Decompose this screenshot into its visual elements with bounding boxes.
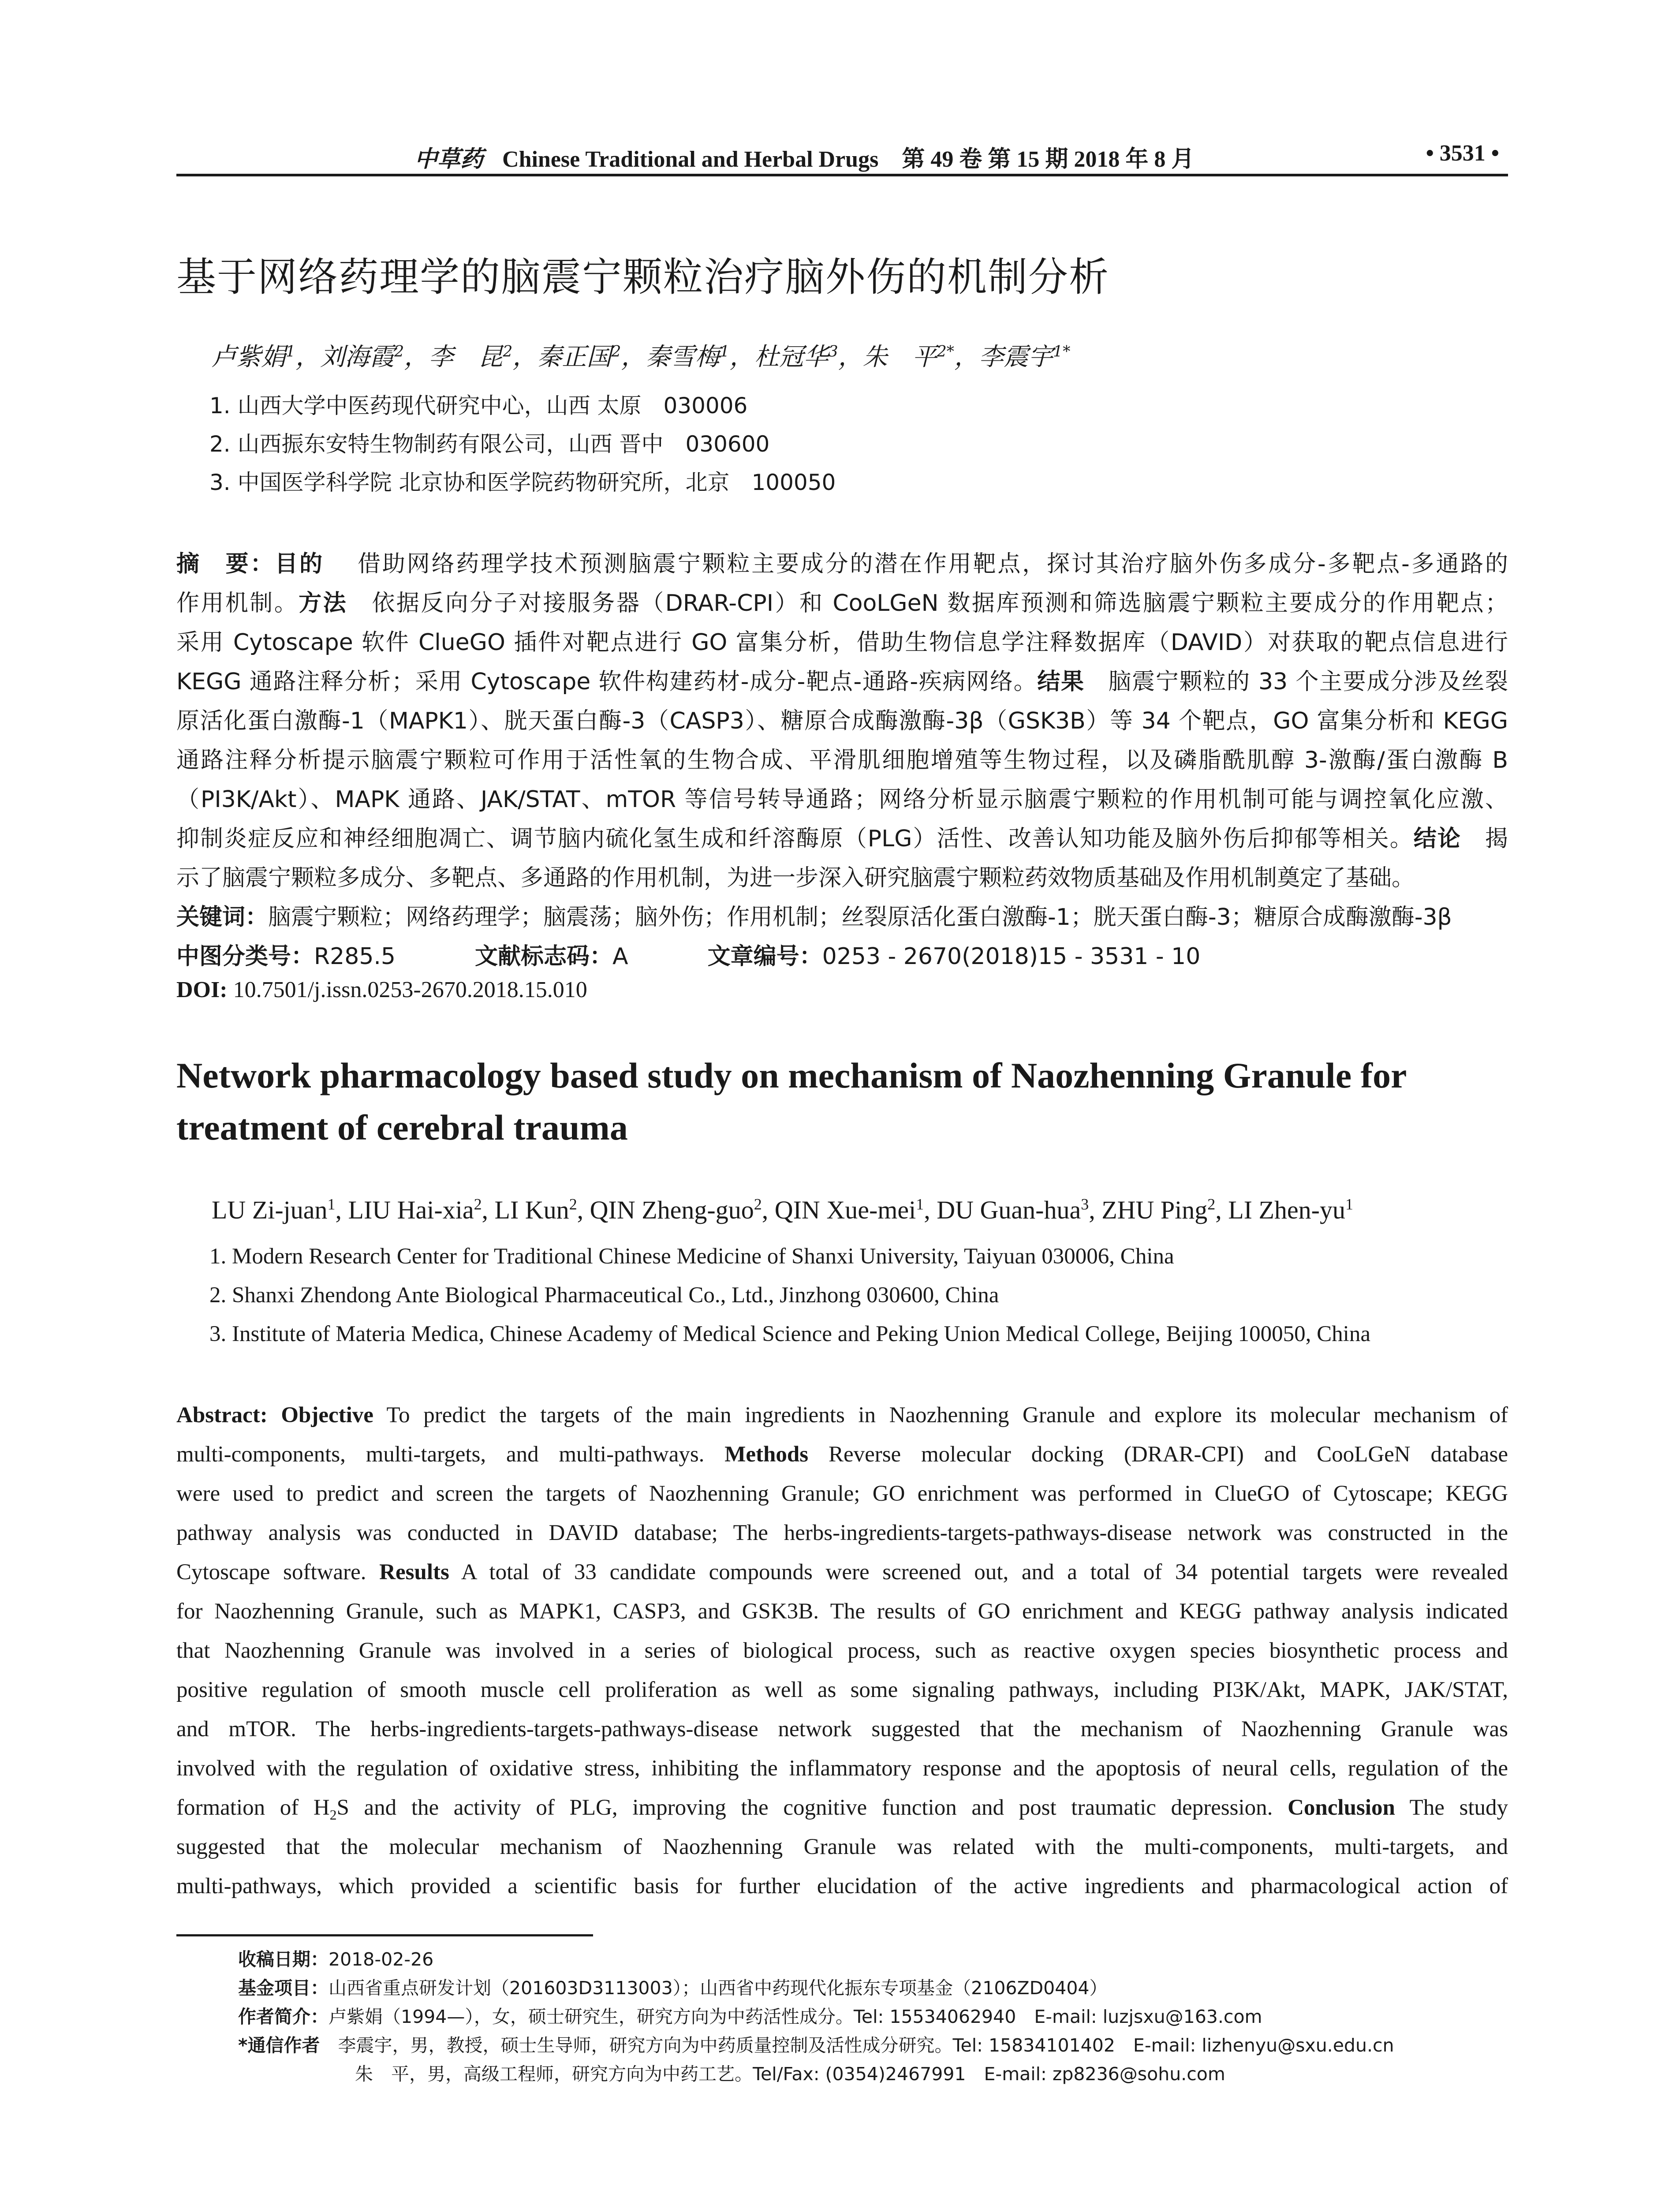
abstract-cn-line: 示了脑震宁颗粒多成分、多靶点、多通路的作用机制，为进一步深入研究脑震宁颗粒药效物质基础及作用机制奠定了基础。 — [176, 865, 1415, 891]
abstract-en-line: multi-pathways, which provided a scientific basis for further elucidation of the active ingredients and pharmacological action of — [176, 1874, 1508, 1899]
footnote-rule — [176, 1934, 593, 1936]
abstract-text: A total of 33 candidate compounds were screened out, and a total of 34 potential targets were revealed — [461, 1560, 1508, 1585]
author-name: ，秦正国 — [512, 343, 612, 371]
abstract-text: 依据反向分子对接服务器（DRAR-CPI）和 CooLGeN 数据库预测和筛选脑震宁颗粒主要成分的作用靶点； — [372, 590, 1508, 617]
author-affil-marker: 3 — [828, 343, 838, 361]
author-affil-marker: 1 — [720, 343, 730, 361]
author-name: , LI Zhen-yu — [1215, 1196, 1345, 1224]
header-rule — [176, 174, 1508, 176]
author-name: ，李震宇 — [954, 343, 1053, 371]
author-affil-marker: 1* — [1053, 343, 1071, 361]
author-name: LU Zi-juan — [212, 1196, 328, 1224]
abstract-cn-line: 原活化蛋白激酶-1（MAPK1）、胱天蛋白酶-3（CASP3）、糖原合成酶激酶-3β（GSK3B）等 34 个靶点，GO 富集分析和 KEGG — [176, 708, 1508, 734]
author-affil-marker: 1 — [916, 1195, 924, 1213]
abstract-en-line: and mTOR. The herbs-ingredients-targets-pathways-disease network suggested that the mechanism of Naozhenning Granule was — [176, 1717, 1508, 1742]
doi-line — [176, 977, 587, 1003]
abstract-cn-line: （PI3K/Akt）、MAPK 通路、JAK/STAT、mTOR 等信号转导通路；网络分析显示脑震宁颗粒的作用机制可能与调控氧化应激、 — [176, 786, 1508, 813]
keywords-label: 关键词： — [176, 904, 269, 931]
author-name: ，朱 平 — [838, 343, 937, 371]
abstract-cn-line: 通路注释分析提示脑震宁颗粒可作用于活性氧的生物合成、平滑肌细胞增殖等生物过程，以及磷脂酰肌醇 3-激酶/蛋白激酶 B — [176, 747, 1508, 774]
bio-text: 卢紫娟（1994—），女，硕士研究生，研究方向为中药活性成分。Tel: 15534062940 E-mail: luzjsxu@163.com — [329, 2006, 1262, 2027]
author-affil-marker: 1 — [286, 343, 296, 361]
abstract-text: 借助网络药理学技术预测脑震宁颗粒主要成分的潜在作用靶点，探讨其治疗脑外伤多成分-多靶点-多通路的 — [358, 551, 1508, 577]
author-affil-marker: 3 — [1081, 1195, 1089, 1213]
author-affil-marker: 2 — [394, 343, 404, 361]
abstract-en-line: pathway analysis was conducted in DAVID database; The herbs-ingredients-targets-pathways-disease network was constructed in the — [176, 1521, 1508, 1545]
footnote-bio — [238, 2002, 1262, 2028]
abstract-en-line: suggested that the molecular mechanism of Naozhenning Granule was related with the multi-components, multi-targets, and — [176, 1835, 1508, 1859]
author-affil-marker: 2 — [569, 1195, 577, 1213]
author-affil-marker: 1 — [327, 1195, 336, 1213]
author-affil-marker: 2 — [611, 343, 621, 361]
abstract-text: To predict the targets of the main ingredients in Naozhenning Granule and explore its molecular mechanism of — [386, 1403, 1508, 1428]
author-name: , LI Kun — [482, 1196, 569, 1224]
abstract-text: Cytoscape software. — [176, 1560, 366, 1585]
doi-value: 10.7501/j.issn.0253-2670.2018.15.010 — [233, 977, 587, 1002]
results-label-en: Results — [379, 1560, 449, 1585]
journal-header — [414, 140, 1194, 173]
abstract-cn-line — [176, 663, 1508, 698]
journal-issue: 第 49 卷 第 15 期 2018 年 8 月 — [902, 147, 1195, 172]
author-name: ，秦雪梅 — [621, 343, 720, 371]
author-affil-marker: 2* — [937, 343, 955, 361]
author-affil-marker: 2 — [754, 1195, 762, 1213]
abstract-label-cn: 摘 要：目的 — [176, 551, 324, 577]
classification-line — [176, 938, 1200, 971]
author-name: ，李 昆 — [404, 343, 503, 371]
results-label-cn: 结果 — [1037, 669, 1085, 695]
footnote-corresponding: 朱 平，男，高级工程师，研究方向为中药工艺。Tel/Fax: (0354)2467991 E-mail: zp8236@sohu.com — [355, 2063, 1225, 2085]
clc-label: 中图分类号： — [176, 943, 314, 970]
title-cn: 基于网络药理学的脑震宁颗粒治疗脑外伤的机制分析 — [176, 254, 1109, 300]
journal-name-cn: 中草药 — [414, 146, 484, 172]
fund-label: 基金项目： — [238, 1977, 329, 1999]
methods-label-cn: 方法 — [299, 590, 348, 617]
received-date: 2018-02-26 — [329, 1949, 434, 1970]
author-affil-marker: 2 — [474, 1195, 482, 1213]
abstract-en-line — [176, 1795, 1508, 1830]
author-name: , QIN Zheng-guo — [577, 1196, 754, 1224]
author-name: ，刘海霞 — [295, 343, 395, 371]
abstract-text: formation of H — [176, 1795, 330, 1820]
author-name: ，杜冠华 — [729, 343, 829, 371]
affiliation-en: 1. Modern Research Center for Traditional Chinese Medicine of Shanxi University, Taiyuan 030006, China — [209, 1244, 1174, 1269]
abstract-cn-line: 采用 Cytoscape 软件 ClueGO 插件对靶点进行 GO 富集分析，借助生物信息学注释数据库（DAVID）对获取的靶点信息进行 — [176, 629, 1508, 656]
abstract-text: Reverse molecular docking (DRAR-CPI) and CooLGeN database — [828, 1442, 1508, 1467]
abstract-en-line: were used to predict and screen the targets of Naozhenning Granule; GO enrichment was performed in ClueGO of Cytoscape; KEGG — [176, 1481, 1508, 1506]
corresponding-label: *通信作者 — [238, 2035, 320, 2056]
abstract-cn-line — [176, 820, 1508, 855]
doc-code-value: A — [612, 943, 628, 970]
abstract-text: The study — [1409, 1795, 1508, 1820]
authors-en — [212, 1195, 1353, 1225]
affiliation-cn: 3. 中国医学科学院 北京协和医学院药物研究所，北京 100050 — [209, 470, 836, 495]
running-head — [176, 140, 1508, 177]
authors-cn — [212, 337, 1070, 373]
author-name: , ZHU Ping — [1089, 1196, 1208, 1224]
received-label: 收稿日期： — [238, 1949, 329, 1970]
page-number: • 3531 • — [1426, 141, 1499, 166]
footnote-received — [238, 1945, 433, 1971]
abstract-en-line — [176, 1442, 1508, 1477]
abstract-en-line — [176, 1402, 1508, 1438]
journal-name-en: Chinese Traditional and Herbal Drugs — [502, 147, 879, 172]
abstract-label-en: Abstract: Objective — [176, 1403, 373, 1428]
conclusion-label-en: Conclusion — [1288, 1795, 1395, 1820]
conclusion-label-cn: 结论 — [1413, 826, 1461, 852]
affiliation-cn: 1. 山西大学中医药现代研究中心，山西 太原 030006 — [209, 393, 748, 419]
keywords-cn — [176, 898, 1452, 931]
abstract-en-line — [176, 1559, 1508, 1595]
abstract-cn-line — [176, 545, 1508, 580]
abstract-text: 作用机制。 — [176, 590, 299, 617]
abstract-en-line: involved with the regulation of oxidative stress, inhibiting the inflammatory response and the apoptosis of neural cells, regulation of the — [176, 1756, 1508, 1781]
abstract-en-line: that Naozhenning Granule was involved in a series of biological process, such as reactive oxygen species biosynthetic process and — [176, 1638, 1508, 1663]
author-affil-marker: 2 — [503, 343, 513, 361]
fund-text: 山西省重点研发计划（201603D3113003）；山西省中药现代化振东专项基金（2106ZD0404） — [329, 1977, 1108, 1999]
abstract-cn-line — [176, 584, 1508, 620]
methods-label-en: Methods — [724, 1442, 809, 1467]
abstract-text: S and the activity of PLG, improving the cognitive function and post traumatic depression. — [336, 1795, 1273, 1820]
author-name: , DU Guan-hua — [924, 1196, 1081, 1224]
abstract-text: multi-components, multi-targets, and multi-pathways. — [176, 1442, 705, 1467]
author-affil-marker: 1 — [1345, 1195, 1353, 1213]
abstract-text: 揭 — [1485, 826, 1508, 852]
author-name: , LIU Hai-xia — [335, 1196, 474, 1224]
author-affil-marker: 2 — [1207, 1195, 1216, 1213]
article-number-value: 0253 - 2670(2018)15 - 3531 - 10 — [822, 943, 1201, 970]
abstract-text: 脑震宁颗粒的 33 个主要成分涉及丝裂 — [1108, 669, 1508, 695]
abstract-en-line: for Naozhenning Granule, such as MAPK1, CASP3, and GSK3B. The results of GO enrichment and KEGG pathway analysis indicated — [176, 1599, 1508, 1624]
keywords-text: 脑震宁颗粒；网络药理学；脑震荡；脑外伤；作用机制；丝裂原活化蛋白激酶-1；胱天蛋白酶-3；糖原合成酶激酶-3β — [268, 904, 1452, 931]
corresponding-text: 李震宇，男，教授，硕士生导师，研究方向为中药质量控制及活性成分研究。Tel: 15834101402 E-mail: lizhenyu@sxu.edu.cn — [338, 2035, 1394, 2056]
affiliation-en: 3. Institute of Materia Medica, Chinese Academy of Medical Science and Peking Union Medical College, Beijing 100050, China — [209, 1322, 1370, 1346]
affiliation-cn: 2. 山西振东安特生物制药有限公司，山西 晋中 030600 — [209, 431, 770, 457]
affiliation-en: 2. Shanxi Zhendong Ante Biological Pharmaceutical Co., Ltd., Jinzhong 030600, China — [209, 1283, 999, 1308]
abstract-text: KEGG 通路注释分析；采用 Cytoscape 软件构建药材-成分-靶点-通路-疾病网络。 — [176, 669, 1038, 695]
footnote-fund — [238, 1973, 1108, 1999]
author-name: , QIN Xue-mei — [762, 1196, 916, 1224]
bio-label: 作者简介： — [238, 2006, 329, 2027]
clc-value: R285.5 — [314, 943, 396, 970]
article-number-label: 文章编号： — [707, 943, 822, 970]
doc-code-label: 文献标志码： — [475, 943, 613, 970]
doi-label: DOI: — [176, 977, 228, 1002]
footnote-corresponding — [238, 2031, 1394, 2057]
author-name: 卢紫娟 — [212, 343, 286, 371]
title-en: Network pharmacology based study on mechanism of Naozhenning Granule for treatment of cerebral trauma — [176, 1055, 1406, 1147]
abstract-en-line: positive regulation of smooth muscle cell proliferation as well as some signaling pathways, including PI3K/Akt, MAPK, JAK/STAT, — [176, 1678, 1508, 1702]
abstract-text: 抑制炎症反应和神经细胞凋亡、调节脑内硫化氢生成和纤溶酶原（PLG）活性、改善认知功能及脑外伤后抑郁等相关。 — [176, 826, 1414, 852]
subscript: 2 — [329, 1807, 337, 1823]
